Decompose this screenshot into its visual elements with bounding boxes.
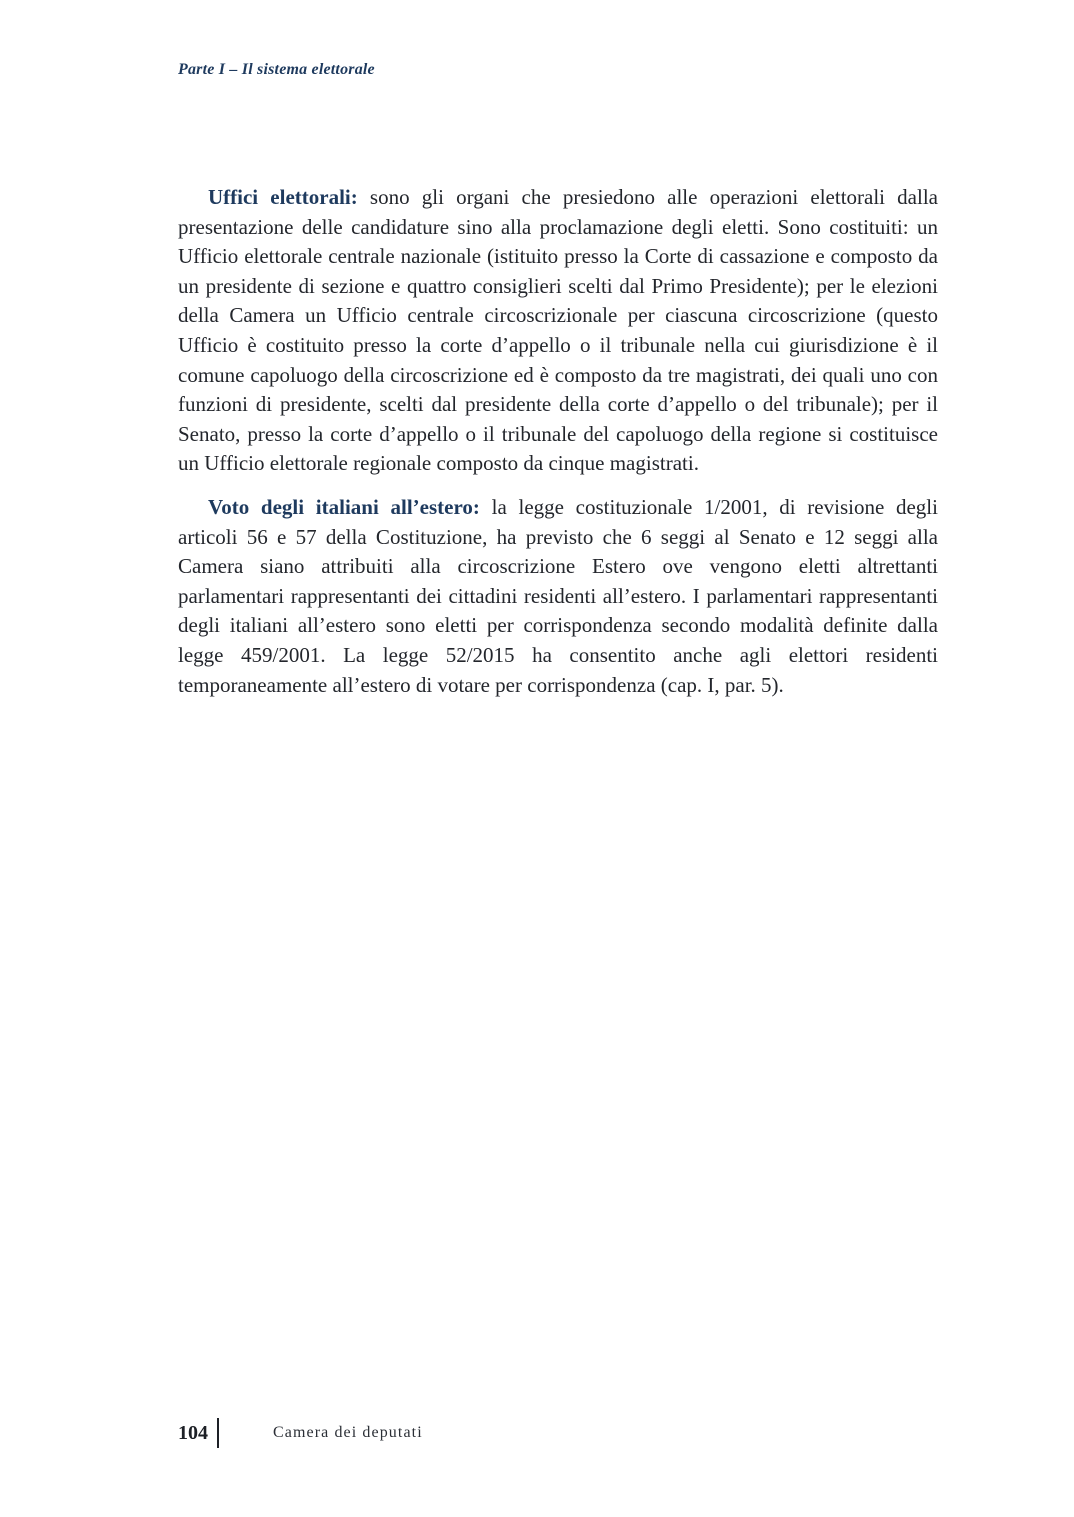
- page-footer: [178, 1418, 423, 1448]
- paragraph-voto-estero: [178, 493, 938, 700]
- paragraph-lead-voto-estero: Voto degli italiani all’estero:: [208, 494, 480, 519]
- paragraph-text-uffici-elettorali: sono gli organi che presiedono alle operazioni elettorali dalla presentazione delle candidature sino alla proclamazione degli eletti. Sono costituiti: un Ufficio elettorale centrale nazionale (istituito presso la Corte di cassazione e composto da un presidente di sezione e quattro consiglieri scelti dal Primo Presidente); per le elezioni della Camera un Ufficio centrale circoscrizionale per ciascuna circoscrizione (questo Ufficio è costituito presso la corte d’appello o il tribunale nella cui giurisdizione è il comune capoluogo della circoscrizione ed è composto da tre magistrati, dei quali uno con funzioni di presidente, scelti dal presidente della corte d’appello o del tribunale); per il Senato, presso la corte d’appello o il tribunale del capoluogo della regione si costituisce un Ufficio elettorale regionale composto da cinque magistrati.: [178, 185, 938, 476]
- paragraph-uffici-elettorali: [178, 183, 938, 479]
- paragraph-lead-uffici-elettorali: Uffici elettorali:: [208, 185, 358, 209]
- page-content: [178, 183, 938, 700]
- paragraph-text-voto-estero: la legge costituzionale 1/2001, di revisione degli articoli 56 e 57 della Costituzione, ha previsto che 6 seggi al Senato e 12 seggi alla Camera siano attribuiti alla circoscrizione Estero ove vengono eletti altrettanti parlamentari rappresentanti dei cittadini residenti all’estero. I parlamentari rappresentanti degli italiani all’estero sono eletti per corrispondenza secondo modalità definite dalla legge 459/2001. La legge 52/2015 ha consentito anche agli elettori residenti temporaneamente all’estero di votare per corrispondenza (cap. I, par. 5).: [178, 494, 938, 697]
- page-number: 104: [178, 1421, 208, 1444]
- running-header: Parte I – Il sistema elettorale: [178, 61, 375, 78]
- footer-divider-bar: [217, 1418, 219, 1448]
- publisher-name: Camera dei deputati: [273, 1424, 423, 1441]
